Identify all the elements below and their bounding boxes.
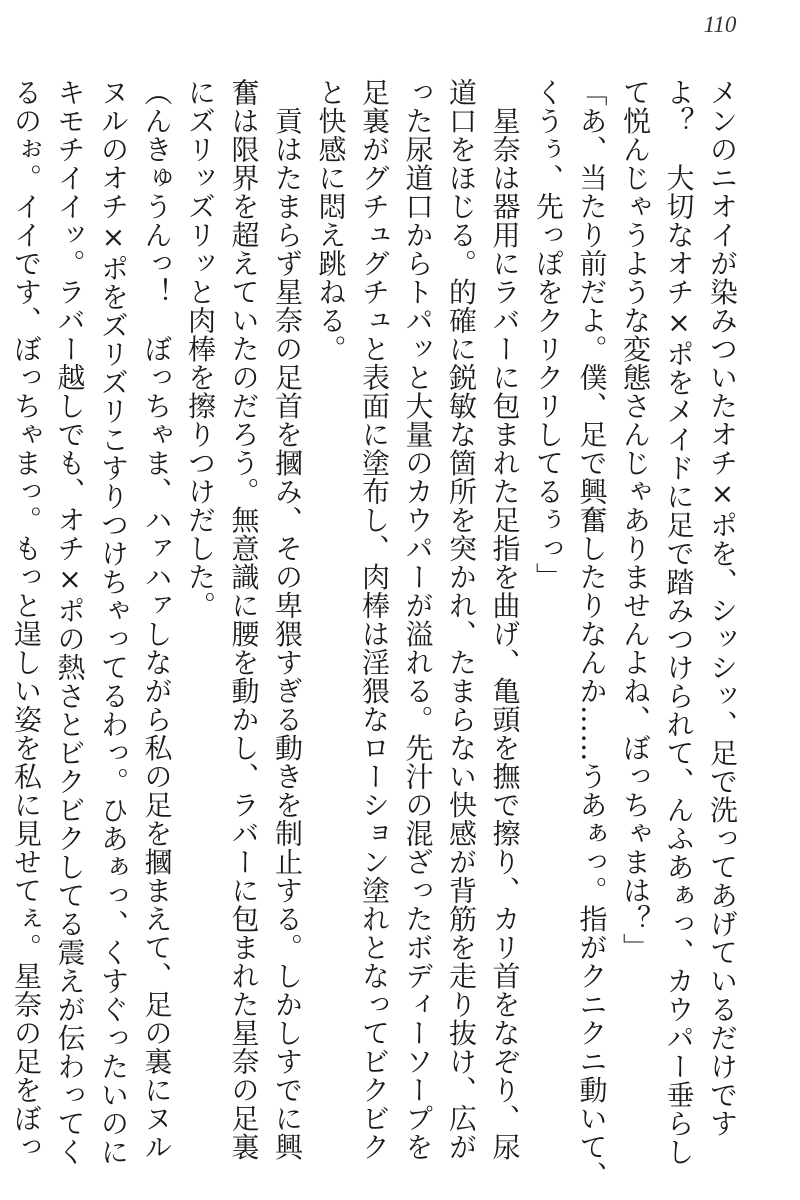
- text-column: （んきゅうんっ！ ぼっちゃま、ハァハァしながら私の足を摑まえて、足の裏にヌル: [140, 78, 174, 1161]
- text-column: るのぉ。イイです、ぼっちゃまっ。もっと逞しい姿を私に見せてぇ。星奈の足をぼっ: [10, 78, 43, 1161]
- text-column: よ？ 大切なオチ×ポをメイドに足で踏みつけられて、んふあぁっ、カウパー垂らし: [662, 78, 696, 1166]
- text-column: にズリッズリッと肉棒を擦りつけだした。: [184, 78, 217, 620]
- text-column: 道口をほじる。的確に鋭敏な箇所を突かれ、たまらない快感が背筋を走り抜け、広が: [445, 78, 478, 1161]
- vertical-body-text: [10, 78, 744, 1190]
- text-column: くうぅ、先っぽをクリクリしてるぅっ」: [532, 78, 565, 591]
- text-column: て悦んじゃうような変態さんじゃありませんよね、ぼっちゃまは？」: [619, 78, 652, 962]
- text-column: と快感に悶え跳ねる。: [314, 78, 348, 363]
- text-column: 足裏がグチュグチュと表面に塗布し、肉棒は淫猥なローション塗れとなってビクビク: [358, 78, 391, 1161]
- text-column: メンのニオイが染みついたオチ×ポを、シッシッ、足で洗ってあげているだけです: [706, 78, 739, 1138]
- text-column: った尿道口からトパッと大量のカウパーが溢れる。先汁の混ざったボディーソープを: [401, 78, 435, 1161]
- page-number: 110: [703, 12, 737, 37]
- text-column: 奮は限界を超えていたのだろう。無意識に腰を動かし、ラバーに包まれた星奈の足裏: [227, 78, 261, 1161]
- text-column: ヌルのオチ×ポをズリズリこすりつけちゃってるわっ。ひあぁっ、くすぐったいのに: [97, 78, 130, 1166]
- text-column: 星奈は器用にラバーに包まれた足指を曲げ、亀頭を撫で擦り、カリ首をなぞり、尿: [488, 78, 522, 1161]
- text-column: キモチイイッ。ラバー越しでも、オチ×ポの熱さとビクビクしてる震えが伝わってく: [53, 78, 87, 1166]
- text-column: 貢はたまらず星奈の足首を摑み、その卑猥すぎる動きを制止する。しかしすでに興: [271, 78, 304, 1161]
- text-column: 「あ、当たり前だよ。僕、足で興奮したりなんか……うあぁっ。指がクニクニ動いて、: [575, 78, 609, 1190]
